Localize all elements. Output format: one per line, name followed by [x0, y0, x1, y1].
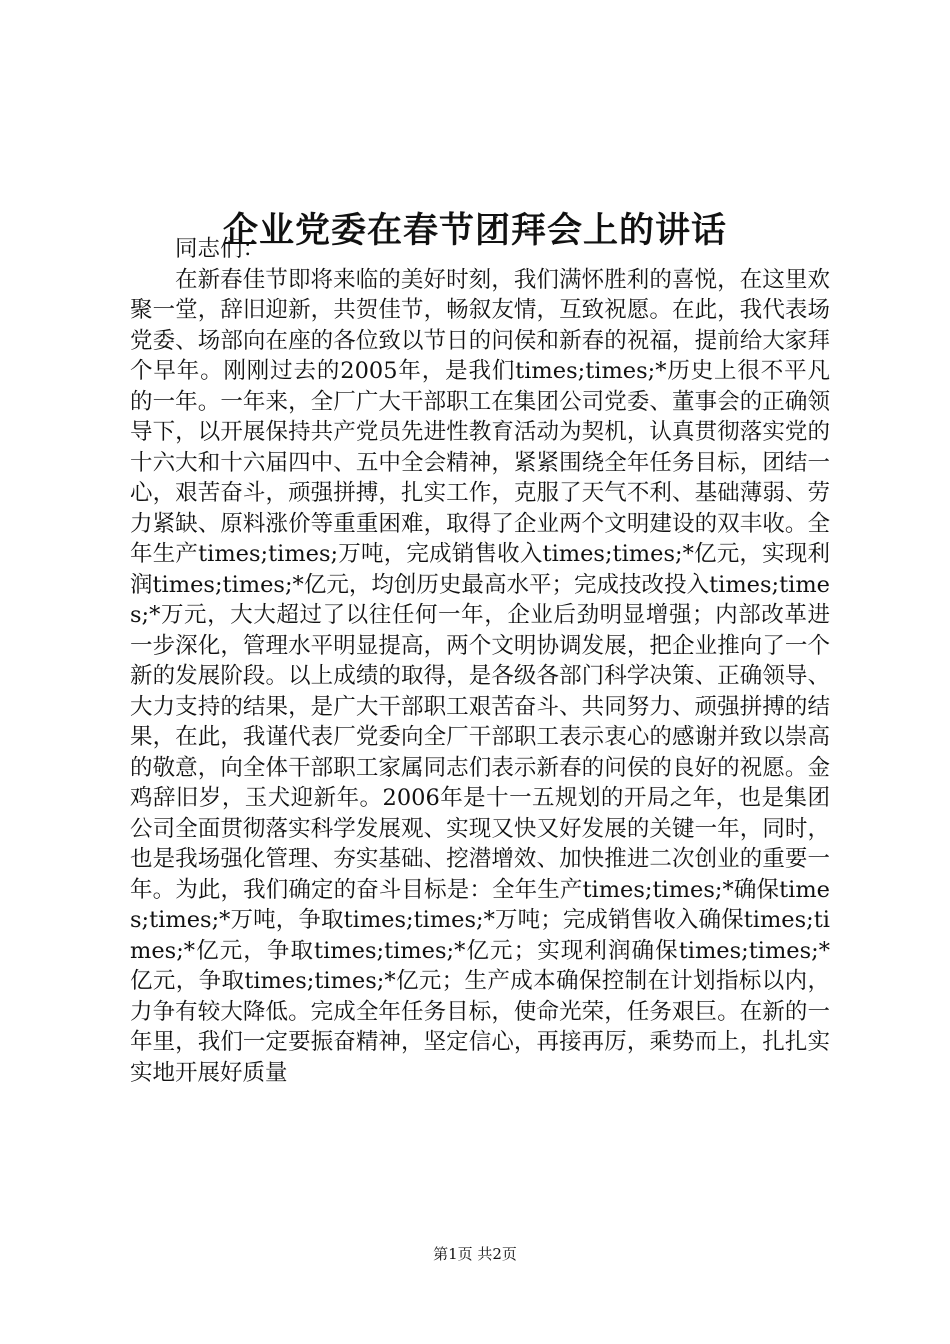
document-title: 企业党委在春节团拜会上的讲话: [222, 210, 727, 252]
page-footer: 第1页 共2页: [433, 1245, 517, 1263]
document-body: [130, 234, 830, 1088]
salutation: 同志们：: [175, 236, 266, 262]
body-paragraph: 在新春佳节即将来临的美好时刻，我们满怀胜利的喜悦，在这里欢聚一堂，辞旧迎新，共贺佳节，畅叙友情，互致祝愿。在此，我代表场党委、场部向在座的各位致以节日的问侯和新春的祝福，提前给大家拜个早年。刚刚过去的2005年，是我们times;times;*历史上很不平凡的一年。一年来，全厂广大干部职工在集团公司党委、董事会的正确领导下，以开展保持共产党员先进性教育活动为契机，认真贯彻落实党的十六大和十六届四中、五中全会精神，紧紧围绕全年任务目标，团结一心，艰苦奋斗，顽强拼搏，扎实工作，克服了天气不利、基础薄弱、劳力紧缺、原料涨价等重重困难，取得了企业两个文明建设的双丰收。全年生产times;times;万吨，完成销售收入times;times;*亿元，实现利润times;times;*亿元，均创历史最高水平；完成技改投入times;times;*万元，大大超过了以往任何一年，企业后劲明显增强；内部改革进一步深化，管理水平明显提高，两个文明协调发展，把企业推向了一个新的发展阶段。以上成绩的取得，是各级各部门科学决策、正确领导、大力支持的结果，是广大干部职工艰苦奋斗、共同努力、顽强拼搏的结果，在此，我谨代表厂党委向全厂干部职工表示衷心的感谢并致以崇高的敬意，向全体干部职工家属同志们表示新春的问侯的良好的祝愿。金鸡辞旧岁，玉犬迎新年。2006年是十一五规划的开局之年，也是集团公司全面贯彻落实科学发展观、实现又快又好发展的关键一年，同时，也是我场强化管理、夯实基础、挖潜增效、加快推进二次创业的重要一年。为此，我们确定的奋斗目标是：全年生产times;times;*确保times;times;*万吨，争取times;times;*万吨；完成销售收入确保times;times;*亿元，争取times;times;*亿元；实现利润确保times;times;*亿元，争取times;times;*亿元；生产成本确保控制在计划指标以内，力争有较大降低。完成全年任务目标，使命光荣，任务艰巨。在新的一年里，我们一定要振奋精神，坚定信心，再接再厉，乘势而上，扎扎实实地开展好质量: [130, 266, 830, 1086]
